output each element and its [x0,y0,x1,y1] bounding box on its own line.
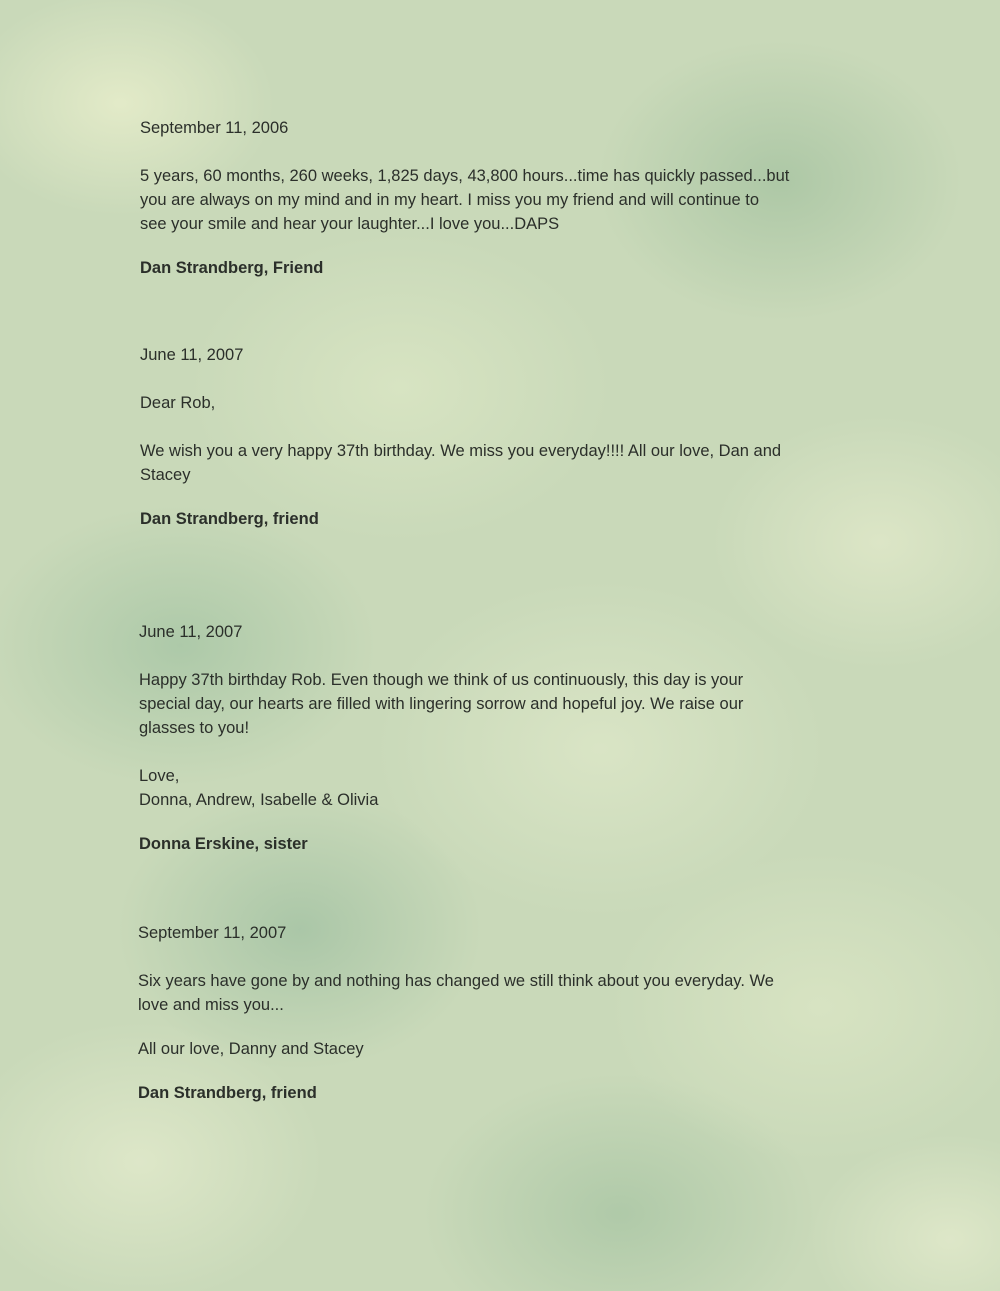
message-line: Happy 37th birthday Rob. Even though we think of us continuously, this day is your [139,671,744,689]
message-line: special day, our hearts are filled with lingering sorrow and hopeful joy. We raise our [139,695,744,713]
entry-message [140,164,900,236]
entry-message [140,439,900,487]
message-line: see your smile and hear your laughter...I love you...DAPS [140,215,560,233]
entry-signer: Donna Erskine, sister [139,835,308,853]
entry-date: September 11, 2006 [140,119,289,137]
guestbook-entry [139,620,899,856]
entry-date: September 11, 2007 [138,924,287,942]
guestbook-entry [140,343,900,531]
closing-line: All our love, Danny and Stacey [138,1040,364,1058]
entry-signer: Dan Strandberg, Friend [140,259,324,277]
closing-line: Donna, Andrew, Isabelle & Olivia [139,791,379,809]
message-line: glasses to you! [139,719,250,737]
entry-date: June 11, 2007 [139,623,243,641]
message-line: you are always on my mind and in my heart. I miss you my friend and will continue to [140,191,760,209]
entry-salutation: Dear Rob, [140,394,216,412]
entry-message [138,969,898,1017]
entry-message [139,668,899,740]
message-line: 5 years, 60 months, 260 weeks, 1,825 days, 43,800 hours...time has quickly passed...but [140,167,790,185]
message-line: We wish you a very happy 37th birthday. We miss you everyday!!!! All our love, Dan and [140,442,782,460]
entry-closing [139,764,899,812]
message-line: Six years have gone by and nothing has changed we still think about you everyday. We [138,972,774,990]
guestbook-entry [140,116,900,280]
entry-signer: Dan Strandberg, friend [140,510,319,528]
guestbook-entry [138,921,898,1105]
message-line: Stacey [140,466,191,484]
entry-signer: Dan Strandberg, friend [138,1084,317,1102]
entry-date: June 11, 2007 [140,346,244,364]
closing-line: Love, [139,767,180,785]
message-line: love and miss you... [138,996,284,1014]
